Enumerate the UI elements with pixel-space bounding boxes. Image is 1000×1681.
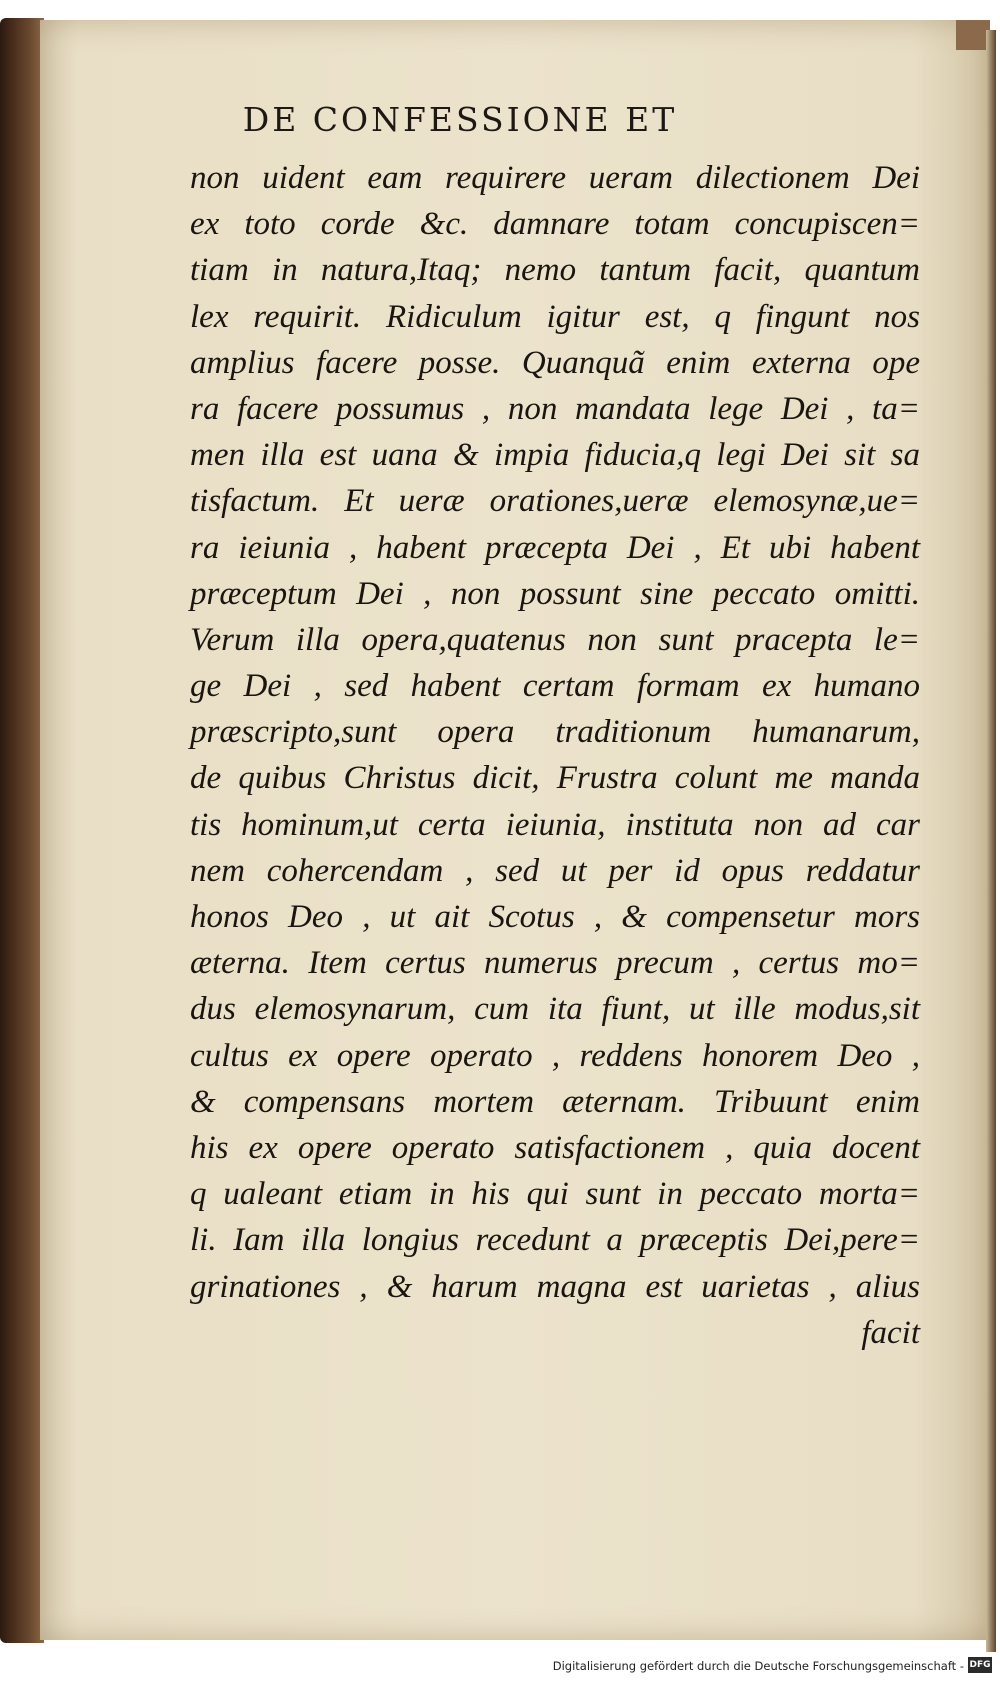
catchword: facit [861,1314,920,1351]
funding-credit: Digitalisierung gefördert durch die Deutsche Forschungsgemeinschaft - [552,1659,964,1673]
book-binding-edge [0,18,44,1643]
text-line: & compensans mortem æternam. Tribuunt enim [190,1083,920,1120]
text-line: ra ieiunia , habent præcepta Dei , Et ubi habent [190,529,920,566]
text-line: grinationes , & harum magna est uarietas , alius [190,1268,920,1305]
text-line: præscripto,sunt opera traditionum humanarum, [190,714,920,751]
text-line: nem cohercendam , sed ut per id opus reddatur [190,852,920,889]
text-line: tisfactum. Et ueræ orationes,ueræ elemosynæ,ue= [190,483,920,520]
text-line: amplius facere posse. Quanquã enim externa ope [190,344,920,381]
text-line: tis hominum,ut certa ieiunia, instituta non ad car [190,806,920,843]
page-corner-mark [956,20,990,50]
digitization-footer [0,1652,1000,1681]
text-line: Verum illa opera,quatenus non sunt pracepta le= [190,621,920,658]
text-line: cultus ex opere operato , reddens honorem Deo , [190,1037,920,1074]
text-line: non uident eam requirere ueram dilectionem Dei [190,160,920,196]
page-right-edge [986,30,996,1655]
text-line: ge Dei , sed habent certam formam ex humano [190,668,920,705]
text-line: li. Iam illa longius recedunt a præceptis Dei,pere= [190,1222,920,1259]
text-line: præceptum Dei , non possunt sine peccato omitti. [190,575,920,612]
dfg-logo-icon: DFG [968,1657,992,1673]
text-line: honos Deo , ut ait Scotus , & compensetur mors [190,899,920,935]
text-line: men illa est uana & impia fiducia,q legi Dei sit sa [190,437,920,474]
body-text [190,155,920,1356]
text-line: ex toto corde &c. damnare totam concupiscen= [190,206,920,243]
text-line: tiam in natura,Itaq; nemo tantum facit, quantum [190,252,920,289]
text-line: q ualeant etiam in his qui sunt in peccato morta= [190,1176,920,1213]
text-line: his ex opere operato satisfactionem , quia docent [190,1129,920,1166]
text-line: æterna. Item certus numerus precum , certus mo= [190,945,920,982]
text-line: de quibus Christus dicit, Frustra colunt me manda [190,760,920,797]
text-line: dus elemosynarum, cum ita fiunt, ut ille modus,sit [190,991,920,1028]
text-line: lex requirit. Ridiculum igitur est, q fingunt nos [190,298,920,335]
running-head: DE CONFESSIONE ET [242,100,678,139]
text-line: ra facere possumus , non mandata lege Dei , ta= [190,390,920,427]
